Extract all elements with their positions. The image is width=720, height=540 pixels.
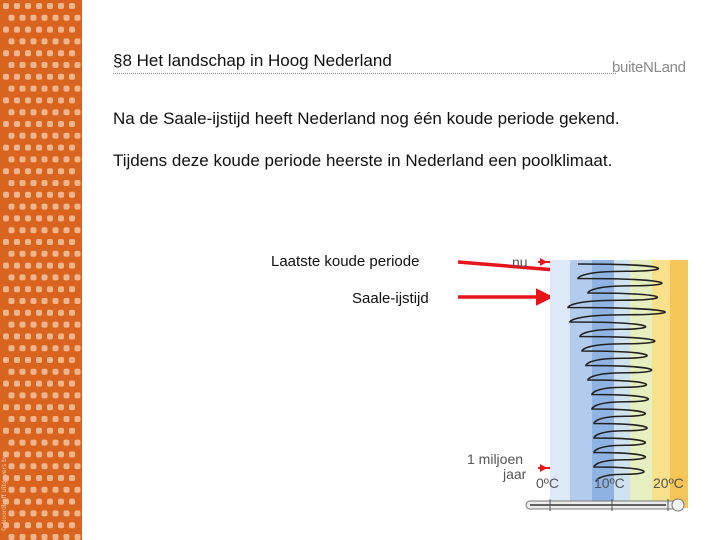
temp-label-10: 10ºC <box>594 475 625 491</box>
million-label-line2: jaar <box>503 466 527 482</box>
band-coldest <box>550 260 570 508</box>
publisher-logo: buiteNLand <box>612 59 686 76</box>
climate-diagram <box>460 240 700 540</box>
temp-label-0: 0ºC <box>536 475 560 491</box>
body-text-1: Na de Saale-ijstijd heeft Nederland nog één koude periode gekend. <box>113 109 620 128</box>
copyright-credit: © Noordhoff Uitgevers bv <box>1 454 8 532</box>
temp-label-20: 20ºC <box>653 475 684 491</box>
band-cold <box>570 260 592 508</box>
band-hot <box>670 260 688 508</box>
now-label: nu <box>512 254 528 270</box>
slide-title: §8 Het landschap in Hoog Nederland <box>113 51 392 70</box>
body-text-2: Tijdens deze koude periode heerste in Nederland een poolklimaat. <box>113 151 613 170</box>
band-warm <box>652 260 670 508</box>
band-mild <box>630 260 652 508</box>
label-saale-ice-age: Saale-ijstijd <box>352 290 429 307</box>
thermometer-icon <box>526 499 684 511</box>
band-cool <box>614 260 630 508</box>
band-mid <box>592 260 614 508</box>
label-last-cold-period: Laatste koude periode <box>271 253 420 270</box>
million-label-line1: 1 miljoen <box>467 451 524 467</box>
